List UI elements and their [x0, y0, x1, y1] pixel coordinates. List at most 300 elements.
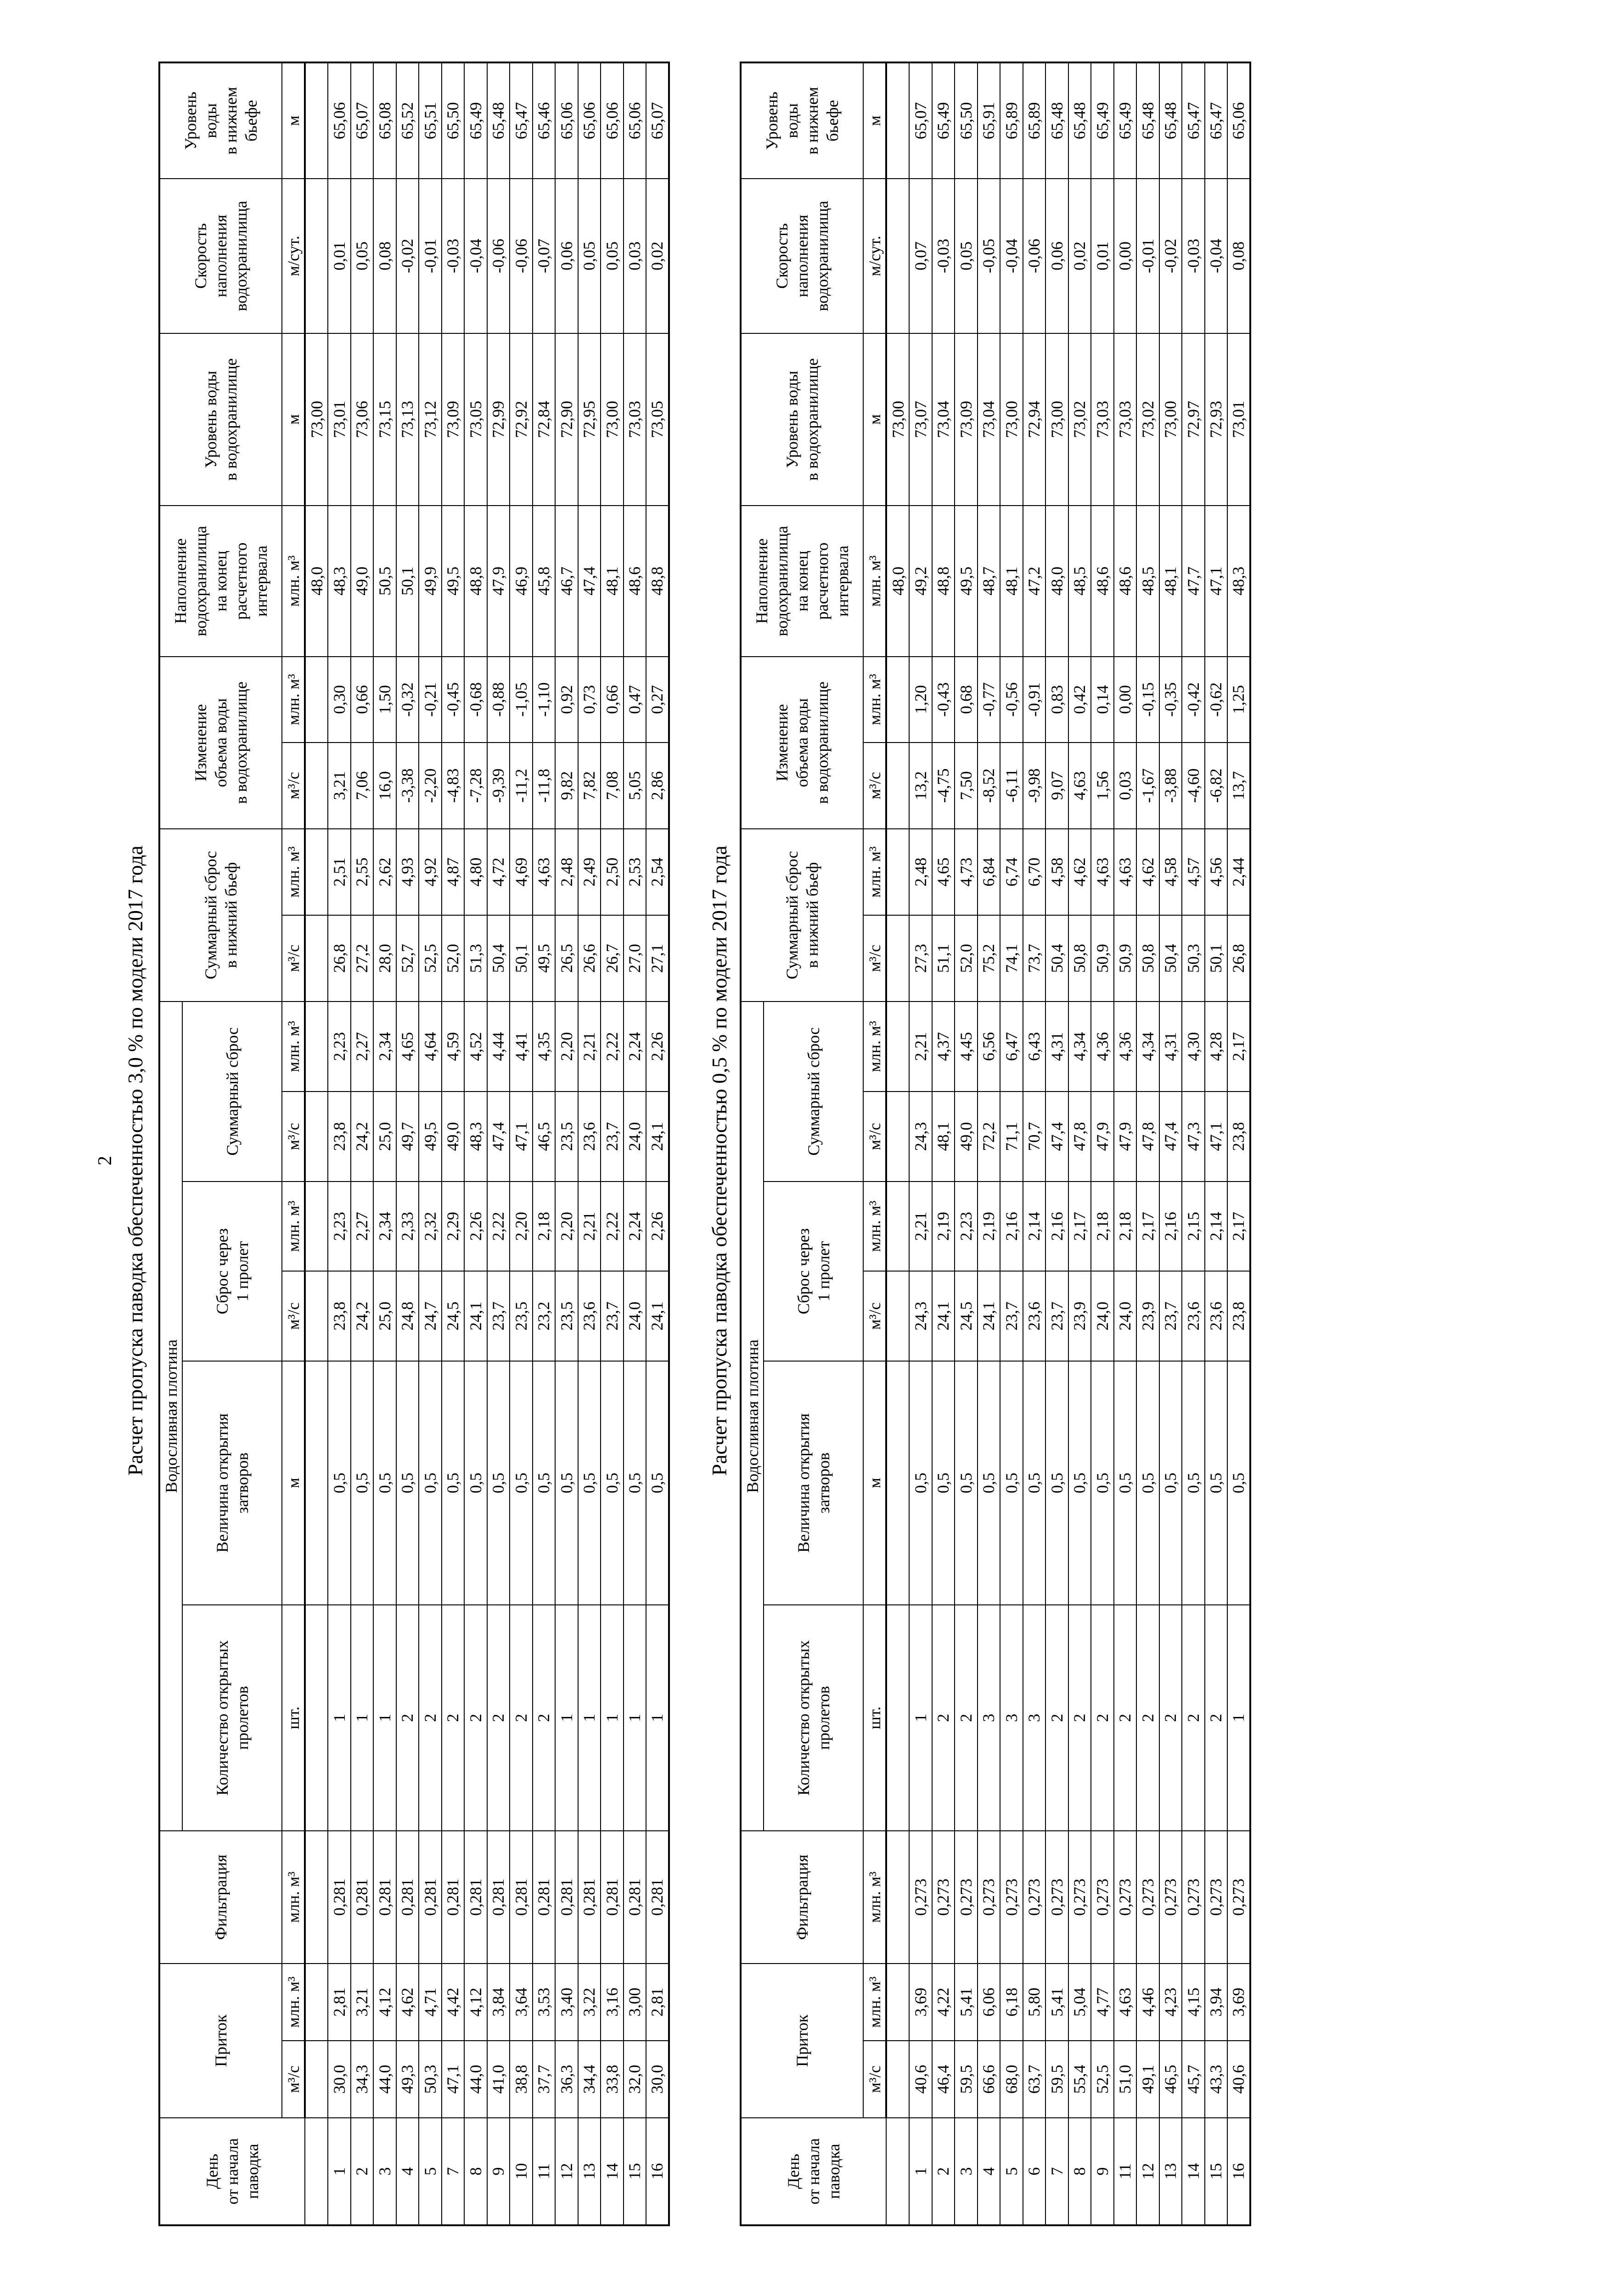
cell-total-discharge-volume: 6,47	[1000, 1002, 1023, 1092]
cell-filtration: 0,273	[1068, 1831, 1091, 1964]
header-filtration: Фильтрация	[741, 1831, 863, 1964]
cell-downstream-discharge-volume: 4,63	[1091, 829, 1114, 915]
cell-reservoir-filling: 47,7	[1182, 506, 1205, 657]
cell-span-discharge-rate: 24,7	[419, 1271, 442, 1361]
cell-inflow-volume: 4,23	[1159, 1964, 1182, 2041]
cell-inflow-volume: 3,21	[351, 1964, 374, 2041]
unit-label: млн. м³	[282, 1182, 305, 1271]
cell-total-discharge-rate: 47,4	[1045, 1092, 1068, 1182]
cell-total-discharge-volume: 4,44	[487, 1002, 510, 1092]
cell-downstream-discharge-rate: 26,5	[555, 915, 578, 1002]
header-downstream-level: Уровень воды в нижнем бьефе	[159, 62, 282, 179]
cell-downstream-discharge-volume: 2,62	[373, 829, 396, 915]
cell-inflow-volume: 5,04	[1068, 1964, 1091, 2041]
header-filtration: Фильтрация	[159, 1831, 282, 1964]
cell-gate-opening: 0,5	[601, 1361, 624, 1605]
cell-downstream-discharge-rate: 50,9	[1091, 915, 1114, 1002]
cell-span-discharge-volume: 2,19	[978, 1182, 1000, 1271]
cell-inflow-volume: 3,84	[487, 1964, 510, 2041]
cell-open-spans: 2	[1114, 1605, 1137, 1831]
cell-total-discharge-rate: 47,8	[1068, 1092, 1091, 1182]
cell-volume-change-volume: 1,50	[373, 657, 396, 743]
cell-span-discharge-volume: 2,17	[1227, 1182, 1250, 1271]
cell-downstream-level: 65,89	[1023, 62, 1046, 179]
header-reservoir-filling: Наполнение водохранилища на конец расчетного интервала	[741, 506, 863, 657]
cell-downstream-discharge-rate: 52,5	[419, 915, 442, 1002]
cell-inflow-rate: 38,8	[510, 2041, 533, 2118]
cell-open-spans: 2	[396, 1605, 419, 1831]
unit-label: млн. м³	[282, 506, 305, 657]
cell-volume-change-rate: 4,63	[1068, 743, 1091, 829]
cell-downstream-discharge-volume: 4,80	[464, 829, 487, 915]
cell-reservoir-filling: 48,6	[1091, 506, 1114, 657]
cell-inflow-volume: 4,46	[1136, 1964, 1159, 2041]
cell-downstream-discharge-volume: 4,93	[396, 829, 419, 915]
cell-filtration: 0,281	[601, 1831, 624, 1964]
cell-volume-change-volume: 1,20	[909, 657, 932, 743]
cell-inflow-volume: 5,41	[1045, 1964, 1068, 2041]
unit-label: м³/с	[863, 1271, 886, 1361]
cell-open-spans: 2	[464, 1605, 487, 1831]
cell-downstream-discharge-volume: 4,62	[1136, 829, 1159, 915]
table-row	[351, 62, 374, 2225]
cell-reservoir-level: 73,05	[646, 333, 669, 506]
cell-volume-change-volume: -0,77	[978, 657, 1000, 743]
empty-cell	[305, 1964, 328, 2041]
cell-filling-rate: -0,06	[1023, 179, 1046, 333]
cell-filling-rate: -0,04	[1000, 179, 1023, 333]
unit-label: млн. м³	[863, 506, 886, 657]
cell-open-spans: 2	[932, 1605, 955, 1831]
cell-volume-change-volume: -1,05	[510, 657, 533, 743]
cell-day: 9	[487, 2118, 510, 2225]
cell-reservoir-filling: 48,6	[624, 506, 646, 657]
cell-total-discharge-volume: 4,34	[1136, 1002, 1159, 1092]
cell-total-discharge-rate: 23,5	[555, 1092, 578, 1182]
cell-total-discharge-volume: 4,31	[1159, 1002, 1182, 1092]
cell-open-spans: 1	[646, 1605, 669, 1831]
table-row	[601, 62, 624, 2225]
cell-volume-change-rate: -7,28	[464, 743, 487, 829]
cell-inflow-volume: 5,80	[1023, 1964, 1046, 2041]
cell-total-discharge-rate: 49,5	[419, 1092, 442, 1182]
unit-label: м³/с	[863, 915, 886, 1002]
unit-label: м³/с	[282, 2041, 305, 2118]
cell-volume-change-volume: 0,14	[1091, 657, 1114, 743]
header-gate-opening: Величина открытия затворов	[182, 1361, 282, 1605]
cell-total-discharge-rate: 24,3	[909, 1092, 932, 1182]
table-row	[1114, 62, 1137, 2225]
cell-filling-rate: 0,05	[578, 179, 601, 333]
cell-day: 14	[601, 2118, 624, 2225]
cell-filling-rate: 0,02	[1068, 179, 1091, 333]
cell-downstream-level: 65,06	[578, 62, 601, 179]
cell-filtration: 0,281	[487, 1831, 510, 1964]
cell-open-spans: 1	[1227, 1605, 1250, 1831]
cell-span-discharge-rate: 24,0	[1114, 1271, 1137, 1361]
table-row	[932, 62, 955, 2225]
unit-label: м	[863, 62, 886, 179]
cell-inflow-rate: 49,3	[396, 2041, 419, 2118]
unit-label: м/сут.	[863, 179, 886, 333]
cell-volume-change-rate: -3,88	[1159, 743, 1182, 829]
cell-gate-opening: 0,5	[1227, 1361, 1250, 1605]
cell-span-discharge-rate: 23,7	[1159, 1271, 1182, 1361]
cell-volume-change-rate: 13,7	[1227, 743, 1250, 829]
cell-gate-opening: 0,5	[932, 1361, 955, 1605]
cell-filtration: 0,281	[578, 1831, 601, 1964]
cell-reservoir-level: 72,92	[510, 333, 533, 506]
cell-downstream-discharge-volume: 4,63	[1114, 829, 1137, 915]
cell-total-discharge-rate: 48,3	[464, 1092, 487, 1182]
cell-downstream-discharge-rate: 27,0	[624, 915, 646, 1002]
initial-reservoir-level: 73,00	[886, 333, 909, 506]
empty-cell	[886, 1605, 909, 1831]
cell-inflow-volume: 3,64	[510, 1964, 533, 2041]
cell-volume-change-rate: -9,39	[487, 743, 510, 829]
unit-label: млн. м³	[863, 1002, 886, 1092]
cell-span-discharge-rate: 24,8	[396, 1271, 419, 1361]
cell-filling-rate: -0,05	[978, 179, 1000, 333]
cell-total-discharge-rate: 47,9	[1091, 1092, 1114, 1182]
cell-filling-rate: 0,08	[373, 179, 396, 333]
cell-span-discharge-volume: 2,23	[955, 1182, 978, 1271]
cell-downstream-discharge-volume: 2,51	[328, 829, 351, 915]
cell-reservoir-level: 73,04	[932, 333, 955, 506]
cell-reservoir-filling: 48,5	[1136, 506, 1159, 657]
cell-open-spans: 2	[533, 1605, 556, 1831]
cell-span-discharge-volume: 2,20	[555, 1182, 578, 1271]
cell-span-discharge-rate: 23,7	[1045, 1271, 1068, 1361]
cell-day: 9	[1091, 2118, 1114, 2225]
flood-table-0-5-percent	[740, 62, 1251, 2226]
header-spillway-dam: Водосливная плотина	[159, 1002, 182, 1831]
cell-span-discharge-rate: 23,8	[328, 1271, 351, 1361]
cell-reservoir-level: 73,03	[1114, 333, 1137, 506]
cell-reservoir-level: 73,00	[1045, 333, 1068, 506]
cell-span-discharge-rate: 23,9	[1136, 1271, 1159, 1361]
cell-day: 16	[1227, 2118, 1250, 2225]
empty-cell	[305, 179, 328, 333]
cell-reservoir-filling: 48,1	[601, 506, 624, 657]
cell-day: 1	[328, 2118, 351, 2225]
cell-reservoir-filling: 48,7	[978, 506, 1000, 657]
cell-downstream-discharge-rate: 51,1	[932, 915, 955, 1002]
cell-reservoir-level: 73,05	[464, 333, 487, 506]
empty-cell	[305, 1271, 328, 1361]
cell-total-discharge-rate: 47,8	[1136, 1092, 1159, 1182]
cell-downstream-discharge-volume: 6,74	[1000, 829, 1023, 915]
cell-total-discharge-rate: 49,7	[396, 1092, 419, 1182]
cell-reservoir-level: 72,95	[578, 333, 601, 506]
header-open-spans: Количество открытых пролетов	[182, 1605, 282, 1831]
table-row	[555, 62, 578, 2225]
cell-filling-rate: -0,02	[1159, 179, 1182, 333]
cell-downstream-discharge-rate: 50,4	[487, 915, 510, 1002]
cell-gate-opening: 0,5	[1091, 1361, 1114, 1605]
table-row	[510, 62, 533, 2225]
cell-reservoir-level: 73,07	[909, 333, 932, 506]
unit-label: м/сут.	[282, 179, 305, 333]
cell-filtration: 0,273	[1023, 1831, 1046, 1964]
empty-cell	[305, 915, 328, 1002]
cell-gate-opening: 0,5	[1159, 1361, 1182, 1605]
cell-downstream-discharge-volume: 6,70	[1023, 829, 1046, 915]
empty-cell	[886, 1092, 909, 1182]
cell-volume-change-volume: -0,35	[1159, 657, 1182, 743]
cell-filling-rate: -0,01	[1136, 179, 1159, 333]
cell-volume-change-rate: -4,60	[1182, 743, 1205, 829]
table-title-3-percent: Расчет пропуска паводка обеспеченностью 3,0 % по модели 2017 года	[124, 845, 147, 1476]
table-row	[1091, 62, 1114, 2225]
cell-reservoir-filling: 47,1	[1205, 506, 1228, 657]
cell-downstream-discharge-rate: 50,1	[510, 915, 533, 1002]
cell-downstream-discharge-rate: 49,5	[533, 915, 556, 1002]
empty-cell	[886, 1002, 909, 1092]
unit-label: м	[282, 62, 305, 179]
cell-inflow-rate: 34,4	[578, 2041, 601, 2118]
cell-open-spans: 3	[1000, 1605, 1023, 1831]
cell-reservoir-level: 73,00	[1000, 333, 1023, 506]
cell-inflow-volume: 3,00	[624, 1964, 646, 2041]
cell-day: 4	[396, 2118, 419, 2225]
header-total-discharge-downstream: Суммарный сброс в нижний бьеф	[159, 829, 282, 1002]
cell-filtration: 0,273	[1045, 1831, 1068, 1964]
cell-volume-change-volume: -0,42	[1182, 657, 1205, 743]
header-volume-change: Изменение объема воды в водохранилище	[741, 657, 863, 829]
empty-cell	[886, 1831, 909, 1964]
empty-cell	[886, 179, 909, 333]
cell-span-discharge-volume: 2,29	[442, 1182, 465, 1271]
cell-downstream-level: 65,06	[624, 62, 646, 179]
cell-reservoir-filling: 47,9	[487, 506, 510, 657]
unit-label: млн. м³	[863, 829, 886, 915]
cell-volume-change-rate: 7,82	[578, 743, 601, 829]
cell-total-discharge-rate: 24,2	[351, 1092, 374, 1182]
cell-downstream-level: 65,47	[1182, 62, 1205, 179]
cell-downstream-level: 65,48	[1159, 62, 1182, 179]
cell-downstream-level: 65,89	[1000, 62, 1023, 179]
cell-gate-opening: 0,5	[1205, 1361, 1228, 1605]
header-filling-rate: Скорость наполнения водохранилища	[741, 179, 863, 333]
cell-filling-rate: 0,01	[328, 179, 351, 333]
cell-day: 8	[464, 2118, 487, 2225]
cell-volume-change-volume: 0,83	[1045, 657, 1068, 743]
cell-gate-opening: 0,5	[396, 1361, 419, 1605]
cell-total-discharge-rate: 23,7	[601, 1092, 624, 1182]
table-row	[1045, 62, 1068, 2225]
cell-day: 13	[578, 2118, 601, 2225]
initial-reservoir-filling: 48,0	[305, 506, 328, 657]
cell-reservoir-level: 73,00	[601, 333, 624, 506]
cell-total-discharge-rate: 48,1	[932, 1092, 955, 1182]
cell-volume-change-rate: 3,21	[328, 743, 351, 829]
table-row	[1205, 62, 1228, 2225]
cell-volume-change-rate: -4,75	[932, 743, 955, 829]
cell-reservoir-filling: 48,8	[646, 506, 669, 657]
cell-reservoir-filling: 46,7	[555, 506, 578, 657]
cell-volume-change-rate: -11,8	[533, 743, 556, 829]
table-row	[1182, 62, 1205, 2225]
header-reservoir-level: Уровень воды в водохранилище	[741, 333, 863, 506]
cell-downstream-level: 65,46	[533, 62, 556, 179]
cell-day: 12	[555, 2118, 578, 2225]
table-row	[646, 62, 669, 2225]
empty-cell	[886, 1964, 909, 2041]
cell-filtration: 0,281	[396, 1831, 419, 1964]
cell-span-discharge-rate: 24,1	[978, 1271, 1000, 1361]
empty-cell	[305, 1092, 328, 1182]
cell-gate-opening: 0,5	[646, 1361, 669, 1605]
cell-volume-change-rate: -9,98	[1023, 743, 1046, 829]
cell-gate-opening: 0,5	[1068, 1361, 1091, 1605]
cell-downstream-level: 65,47	[510, 62, 533, 179]
cell-filling-rate: -0,01	[419, 179, 442, 333]
cell-downstream-discharge-rate: 74,1	[1000, 915, 1023, 1002]
cell-total-discharge-volume: 2,20	[555, 1002, 578, 1092]
cell-filling-rate: 0,05	[351, 179, 374, 333]
cell-downstream-discharge-rate: 52,0	[955, 915, 978, 1002]
cell-filtration: 0,273	[1205, 1831, 1228, 1964]
table-row	[487, 62, 510, 2225]
cell-downstream-level: 65,49	[932, 62, 955, 179]
cell-gate-opening: 0,5	[442, 1361, 465, 1605]
cell-reservoir-level: 73,13	[396, 333, 419, 506]
cell-filtration: 0,273	[909, 1831, 932, 1964]
cell-downstream-discharge-volume: 4,87	[442, 829, 465, 915]
cell-open-spans: 2	[1159, 1605, 1182, 1831]
cell-total-discharge-volume: 4,41	[510, 1002, 533, 1092]
header-open-spans: Количество открытых пролетов	[764, 1605, 863, 1831]
cell-day: 7	[442, 2118, 465, 2225]
cell-reservoir-filling: 49,5	[955, 506, 978, 657]
cell-span-discharge-rate: 24,1	[932, 1271, 955, 1361]
cell-downstream-level: 65,07	[646, 62, 669, 179]
table-row	[396, 62, 419, 2225]
cell-span-discharge-rate: 23,6	[1182, 1271, 1205, 1361]
cell-gate-opening: 0,5	[578, 1361, 601, 1605]
cell-reservoir-filling: 48,0	[1045, 506, 1068, 657]
cell-total-discharge-volume: 4,36	[1091, 1002, 1114, 1092]
cell-span-discharge-volume: 2,33	[396, 1182, 419, 1271]
cell-downstream-discharge-volume: 2,49	[578, 829, 601, 915]
empty-cell	[305, 2118, 328, 2225]
cell-volume-change-volume: -0,91	[1023, 657, 1046, 743]
cell-filtration: 0,281	[442, 1831, 465, 1964]
cell-inflow-rate: 30,0	[646, 2041, 669, 2118]
cell-span-discharge-volume: 2,19	[932, 1182, 955, 1271]
cell-open-spans: 1	[624, 1605, 646, 1831]
cell-filtration: 0,273	[1091, 1831, 1114, 1964]
cell-total-discharge-rate: 47,3	[1182, 1092, 1205, 1182]
cell-inflow-volume: 2,81	[328, 1964, 351, 2041]
cell-downstream-discharge-volume: 4,92	[419, 829, 442, 915]
cell-volume-change-volume: -0,32	[396, 657, 419, 743]
cell-volume-change-rate: -1,67	[1136, 743, 1159, 829]
unit-label: млн. м³	[863, 657, 886, 743]
cell-filling-rate: 0,00	[1114, 179, 1137, 333]
cell-filling-rate: 0,05	[601, 179, 624, 333]
cell-filtration: 0,273	[932, 1831, 955, 1964]
cell-inflow-volume: 3,69	[909, 1964, 932, 2041]
cell-total-discharge-volume: 4,59	[442, 1002, 465, 1092]
cell-inflow-volume: 4,15	[1182, 1964, 1205, 2041]
cell-reservoir-level: 72,97	[1182, 333, 1205, 506]
cell-inflow-volume: 4,12	[373, 1964, 396, 2041]
cell-span-discharge-rate: 23,7	[1000, 1271, 1023, 1361]
cell-span-discharge-volume: 2,17	[1068, 1182, 1091, 1271]
cell-filtration: 0,281	[555, 1831, 578, 1964]
cell-filling-rate: 0,08	[1227, 179, 1250, 333]
cell-span-discharge-volume: 2,15	[1182, 1182, 1205, 1271]
cell-inflow-rate: 68,0	[1000, 2041, 1023, 2118]
cell-downstream-discharge-volume: 2,54	[646, 829, 669, 915]
cell-volume-change-rate: 7,08	[601, 743, 624, 829]
cell-downstream-level: 65,08	[373, 62, 396, 179]
cell-volume-change-rate: 9,07	[1045, 743, 1068, 829]
cell-downstream-discharge-rate: 27,3	[909, 915, 932, 1002]
cell-span-discharge-volume: 2,32	[419, 1182, 442, 1271]
cell-total-discharge-rate: 23,6	[578, 1092, 601, 1182]
cell-inflow-rate: 30,0	[328, 2041, 351, 2118]
cell-reservoir-filling: 46,9	[510, 506, 533, 657]
cell-filtration: 0,273	[978, 1831, 1000, 1964]
unit-label: млн. м³	[863, 1964, 886, 2041]
header-row	[159, 62, 182, 2225]
cell-total-discharge-volume: 4,30	[1182, 1002, 1205, 1092]
empty-cell	[305, 1361, 328, 1605]
table-row	[624, 62, 646, 2225]
cell-filtration: 0,273	[1000, 1831, 1023, 1964]
cell-day: 12	[1136, 2118, 1159, 2225]
cell-total-discharge-volume: 2,23	[328, 1002, 351, 1092]
cell-volume-change-rate: 13,2	[909, 743, 932, 829]
cell-total-discharge-volume: 2,34	[373, 1002, 396, 1092]
table-row	[1159, 62, 1182, 2225]
cell-volume-change-volume: -0,62	[1205, 657, 1228, 743]
cell-total-discharge-rate: 46,5	[533, 1092, 556, 1182]
cell-downstream-level: 65,49	[1091, 62, 1114, 179]
cell-total-discharge-volume: 6,56	[978, 1002, 1000, 1092]
cell-filling-rate: -0,03	[932, 179, 955, 333]
cell-downstream-discharge-rate: 50,9	[1114, 915, 1137, 1002]
table-row	[909, 62, 932, 2225]
cell-open-spans: 2	[1068, 1605, 1091, 1831]
header-total-discharge: Суммарный сброс	[764, 1002, 863, 1182]
cell-span-discharge-volume: 2,16	[1159, 1182, 1182, 1271]
cell-volume-change-rate: -6,11	[1000, 743, 1023, 829]
cell-volume-change-volume: -1,10	[533, 657, 556, 743]
cell-total-discharge-volume: 4,52	[464, 1002, 487, 1092]
cell-gate-opening: 0,5	[978, 1361, 1000, 1605]
cell-gate-opening: 0,5	[555, 1361, 578, 1605]
cell-filling-rate: -0,02	[396, 179, 419, 333]
cell-gate-opening: 0,5	[373, 1361, 396, 1605]
cell-volume-change-volume: -0,15	[1136, 657, 1159, 743]
cell-total-discharge-volume: 2,17	[1227, 1002, 1250, 1092]
cell-downstream-level: 65,06	[328, 62, 351, 179]
header-volume-change: Изменение объема воды в водохранилище	[159, 657, 282, 829]
cell-day: 3	[955, 2118, 978, 2225]
cell-inflow-volume: 3,16	[601, 1964, 624, 2041]
cell-reservoir-level: 72,84	[533, 333, 556, 506]
cell-day: 4	[978, 2118, 1000, 2225]
cell-filtration: 0,281	[533, 1831, 556, 1964]
cell-total-discharge-volume: 2,21	[578, 1002, 601, 1092]
header-reservoir-level: Уровень воды в водохранилище	[159, 333, 282, 506]
unit-label: млн. м³	[863, 1182, 886, 1271]
cell-downstream-level: 65,50	[442, 62, 465, 179]
